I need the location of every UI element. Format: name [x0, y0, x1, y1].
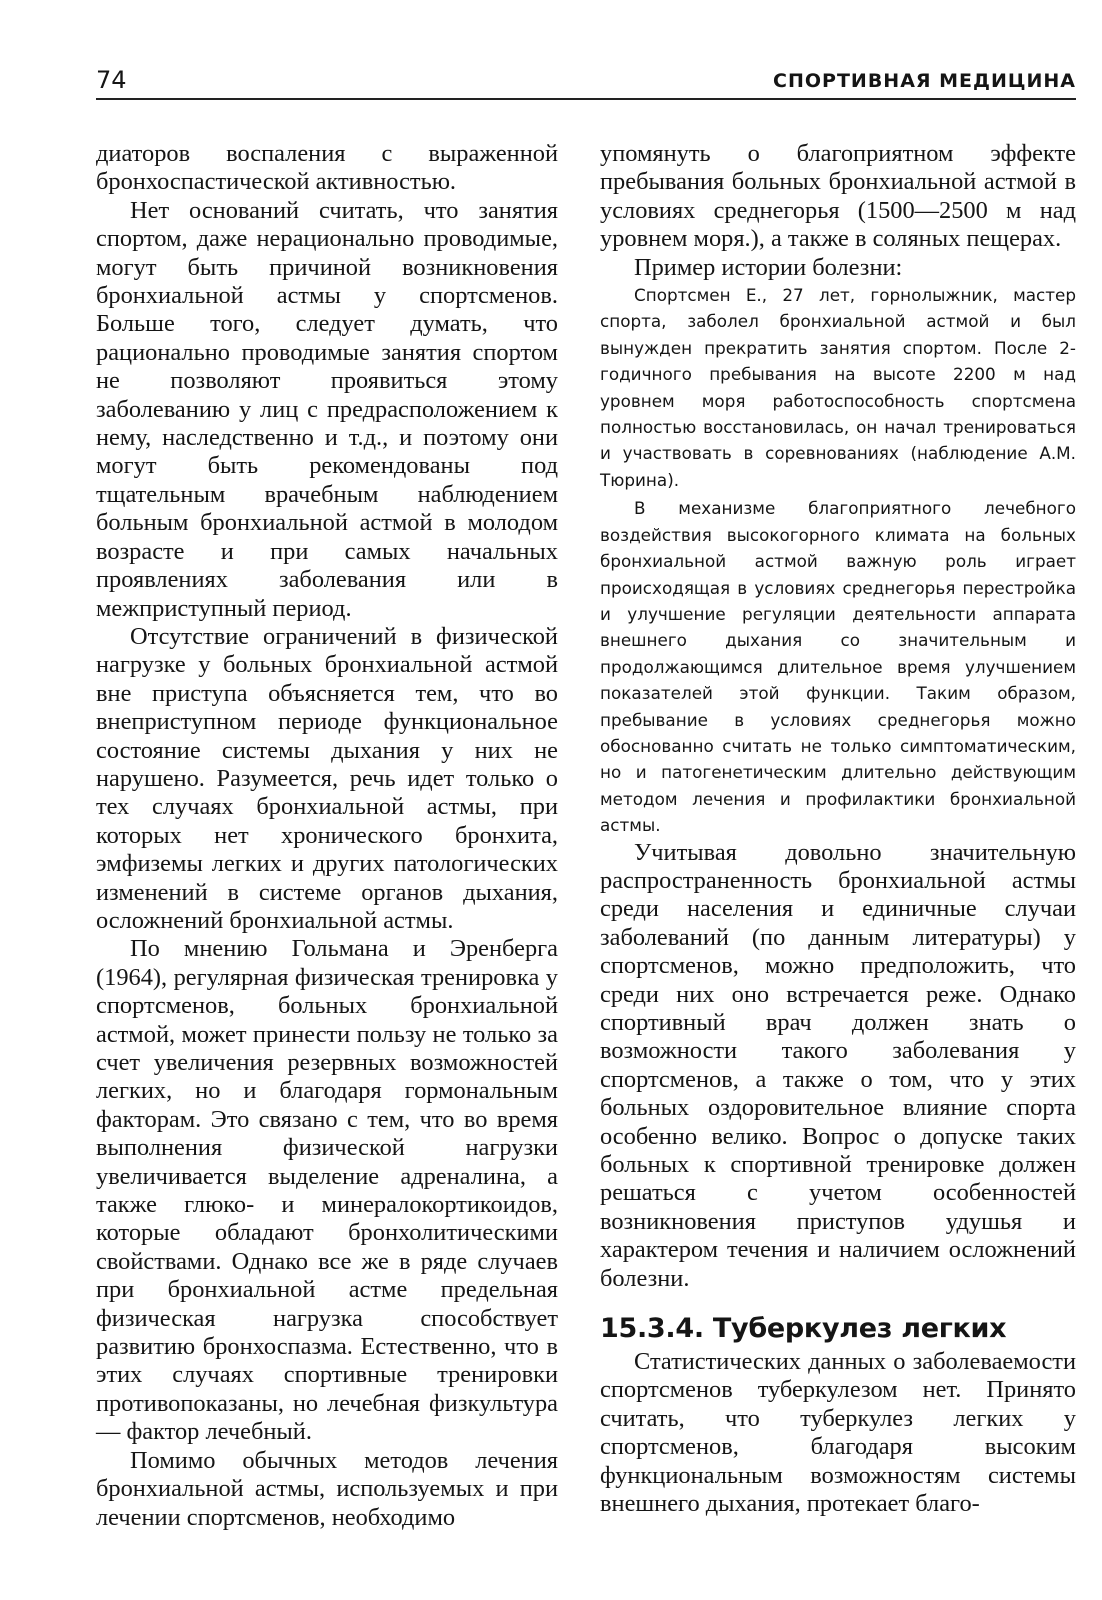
paragraph: По мнению Гольмана и Эренберга (1964), регулярная физическая тренировка у спортсменов, больных бронхиальной астмой, может принести пользу не только за счет увеличения резервных возможностей легких, но и благодаря гормональным факторам. Это связано с тем, что во время выполнения физической нагрузки увеличивается выделение адреналина, а также глюко- и минералокортикоидов, которые обладают бронхолитическими свойствами. Однако все же в ряде случаев при бронхиальной астме предельная физическая нагрузка способствует развитию бронхоспазма. Естественно, что в этих случаях спортивные тренировки противопоказаны, но лечебная физкультура — фактор лечебный. [96, 935, 558, 1446]
header-rule [96, 98, 1076, 100]
running-head [96, 64, 1076, 100]
right-column [600, 140, 1076, 1519]
left-column [96, 140, 558, 1532]
paragraph: Учитывая довольно значительную распространенность бронхиальной астмы среди населения и единичные случаи заболеваний (по данным литературы) у спортсменов, можно предположить, что среди них оно встречается реже. Однако спортивный врач должен знать о возможности такого заболевания у спортсменов, а также о том, что у этих больных оздоровительное влияние спорта особенно велико. Вопрос о допуске таких больных к спортивной тренировке должен решаться с учетом особенностей возникновения приступов удушья и характером течения и наличием осложнений болезни. [600, 838, 1076, 1292]
paragraph: Статистических данных о заболеваемости спортсменов туберкулезом нет. Принято считать, что туберкулез легких у спортсменов, благодаря высоким функциональным возможностям системы внешнего дыхания, протекает благо- [600, 1348, 1076, 1518]
case-note: В механизме благоприятного лечебного воздействия высокогорного климата на больных бронхиальной астмой важную роль играет происходящая в условиях среднегорья перестройка и улучшение регуляции деятельности аппарата внешнего дыхания со значительным и продолжающимся длительное время улучшением показателей этой функции. Таким образом, пребывание в условиях среднегорья можно обоснованно считать не только симптоматическим, но и патогенетическим длительно действующим методом лечения и профилактики бронхиальной астмы. [600, 498, 1076, 836]
paragraph: Отсутствие ограничений в физической нагрузке у больных бронхиальной астмой вне приступа объясняется тем, что во внеприступном периоде функциональное состояние системы дыхания у них не нарушено. Разумеется, речь идет только о тех случаях бронхиальной астмы, при которых нет хронического бронхита, эмфиземы легких и других патологических изменений в системе органов дыхания, осложнений бронхиальной астмы. [96, 622, 558, 934]
paragraph: Помимо обычных методов лечения бронхиальной астмы, используемых и при лечении спортсменов, необходимо [96, 1446, 558, 1531]
section-heading: 15.3.4. Туберкулез легких [600, 1313, 1007, 1345]
page-number: 74 [96, 66, 127, 94]
case-history-label: Пример истории болезни: [634, 253, 903, 281]
paragraph-continued: диаторов воспаления с выраженной бронхоспастической активностью. [96, 140, 558, 196]
running-title: СПОРТИВНАЯ МЕДИЦИНА [773, 70, 1076, 92]
paragraph: Нет оснований считать, что занятия спортом, даже нерационально проводимые, могут быть причиной возникновения бронхиальной астмы у спортсменов. Больше того, следует думать, что рационально проводимые занятия спортом не позволяют проявиться этому заболеванию у лиц с предрасположением к нему, наследственно и т.д., и поэтому они могут быть рекомендованы под тщательным врачебным наблюдением больным бронхиальной астмой в молодом возрасте и при самых начальных проявлениях заболевания или в межприступный период. [96, 196, 558, 622]
case-note: Спортсмен Е., 27 лет, горнолыжник, мастер спорта, заболел бронхиальной астмой и был вынужден прекратить занятия спортом. После 2-годичного пребывания на высоте 2200 м над уровнем моря работоспособность спортсмена полностью восстановилась, он начал тренироваться и участвовать в соревнованиях (наблюдение А.М. Тюрина). [600, 285, 1076, 490]
paragraph-continued: упомянуть о благоприятном эффекте пребывания больных бронхиальной астмой в условиях среднегорья (1500—2500 м над уровнем моря.), а также в соляных пещерах. [600, 140, 1076, 253]
